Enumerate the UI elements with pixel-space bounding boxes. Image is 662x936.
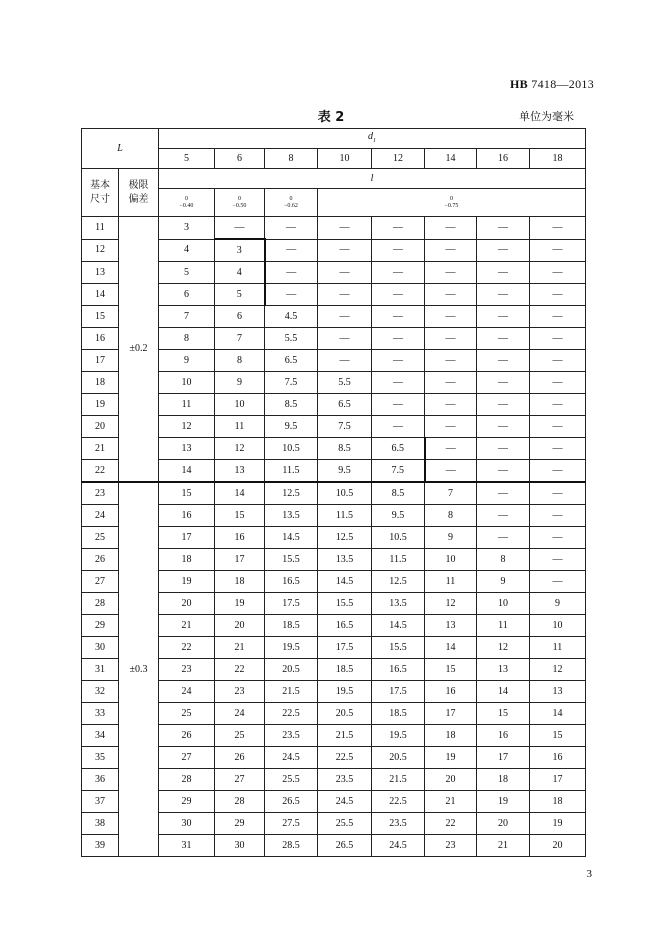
l-value-cell: — <box>530 306 586 328</box>
l-value-cell: 19.5 <box>372 725 425 747</box>
d-value-cell: 8 <box>265 149 318 169</box>
l-value-cell: 29 <box>159 791 215 813</box>
l-value-cell: 4.5 <box>265 306 318 328</box>
l-value-cell: 27.5 <box>265 813 318 835</box>
d-value-cell: 14 <box>425 149 477 169</box>
header-d: $d_1$ <box>159 129 586 149</box>
l-value-cell: 9.5 <box>265 416 318 438</box>
l-value-cell: 26.5 <box>265 791 318 813</box>
basic-size-cell: 34 <box>82 725 119 747</box>
l-value-cell: 13.5 <box>265 505 318 527</box>
l-value-cell: — <box>372 328 425 350</box>
l-value-cell: — <box>372 372 425 394</box>
l-value-cell: 10.5 <box>318 482 372 505</box>
l-value-cell: 28.5 <box>265 835 318 857</box>
l-value-cell: 22 <box>159 637 215 659</box>
l-value-cell: 18 <box>477 769 530 791</box>
header-L: L <box>82 129 159 169</box>
l-value-cell: — <box>318 262 372 284</box>
l-value-cell: 12.5 <box>265 482 318 505</box>
l-value-cell: 11 <box>159 394 215 416</box>
l-value-cell: 19 <box>425 747 477 769</box>
basic-size-cell: 24 <box>82 505 119 527</box>
l-value-cell: — <box>265 284 318 306</box>
l-value-cell: 21 <box>425 791 477 813</box>
l-value-cell: — <box>425 328 477 350</box>
basic-size-cell: 16 <box>82 328 119 350</box>
l-value-cell: 10 <box>215 394 265 416</box>
l-value-cell: — <box>477 328 530 350</box>
l-value-cell: 15.5 <box>372 637 425 659</box>
l-value-cell: 15 <box>530 725 586 747</box>
l-value-cell: — <box>425 416 477 438</box>
basic-size-cell: 31 <box>82 659 119 681</box>
header-l: l <box>159 169 586 189</box>
basic-size-cell: 33 <box>82 703 119 725</box>
l-value-cell: 20.5 <box>318 703 372 725</box>
l-value-cell: 19.5 <box>265 637 318 659</box>
l-value-cell: 10 <box>477 593 530 615</box>
l-value-cell: — <box>477 284 530 306</box>
dimension-table <box>81 128 586 857</box>
l-value-cell: — <box>265 262 318 284</box>
l-value-cell: 20.5 <box>265 659 318 681</box>
basic-size-cell: 14 <box>82 284 119 306</box>
basic-size-cell: 37 <box>82 791 119 813</box>
l-value-cell: 14.5 <box>318 571 372 593</box>
limit-deviation-cell: ±0.3 <box>119 482 159 857</box>
l-value-cell: 11.5 <box>372 549 425 571</box>
l-value-cell: 13 <box>159 438 215 460</box>
l-value-cell: 17 <box>215 549 265 571</box>
l-value-cell: — <box>318 217 372 240</box>
l-value-cell: 5 <box>159 262 215 284</box>
l-value-cell: 7 <box>215 328 265 350</box>
l-value-cell: — <box>425 284 477 306</box>
l-value-cell: — <box>530 328 586 350</box>
l-value-cell: 8.5 <box>318 438 372 460</box>
l-value-cell: 7.5 <box>372 460 425 483</box>
l-value-cell: — <box>372 306 425 328</box>
l-value-cell: 14 <box>159 460 215 483</box>
basic-size-cell: 27 <box>82 571 119 593</box>
l-value-cell: — <box>372 416 425 438</box>
l-value-cell: 9.5 <box>372 505 425 527</box>
l-value-cell: — <box>425 239 477 262</box>
l-value-cell: 11 <box>530 637 586 659</box>
unit-note: 单位为毫米 <box>519 110 574 123</box>
l-value-cell: — <box>477 394 530 416</box>
l-value-cell: 6 <box>159 284 215 306</box>
l-value-cell: 20 <box>425 769 477 791</box>
l-value-cell: 23 <box>215 681 265 703</box>
l-value-cell: 8 <box>425 505 477 527</box>
l-value-cell: 14.5 <box>265 527 318 549</box>
l-value-cell: 12 <box>477 637 530 659</box>
l-value-cell: 18 <box>159 549 215 571</box>
l-value-cell: 15 <box>425 659 477 681</box>
l-value-cell: 13.5 <box>318 549 372 571</box>
l-value-cell: 16 <box>215 527 265 549</box>
l-value-cell: 12.5 <box>318 527 372 549</box>
l-value-cell: 14 <box>425 637 477 659</box>
limit-deviation-cell: ±0.2 <box>119 217 159 483</box>
tolerance-cell: 0 −0.75 <box>318 189 586 217</box>
basic-size-cell: 28 <box>82 593 119 615</box>
l-value-cell: 10 <box>530 615 586 637</box>
header-limit-deviation: 极限 偏差 <box>119 169 159 217</box>
tolerance-cell: 0 −0.62 <box>265 189 318 217</box>
l-value-cell: — <box>425 438 477 460</box>
l-value-cell: 8 <box>159 328 215 350</box>
d-value-cell: 10 <box>318 149 372 169</box>
basic-size-cell: 23 <box>82 482 119 505</box>
l-value-cell: 19.5 <box>318 681 372 703</box>
basic-size-cell: 35 <box>82 747 119 769</box>
l-value-cell: 25 <box>159 703 215 725</box>
basic-size-cell: 29 <box>82 615 119 637</box>
l-value-cell: — <box>477 372 530 394</box>
l-value-cell: 7.5 <box>265 372 318 394</box>
l-value-cell: — <box>477 217 530 240</box>
l-value-cell: 4 <box>215 262 265 284</box>
l-value-cell: — <box>318 306 372 328</box>
l-value-cell: 21.5 <box>318 725 372 747</box>
l-value-cell: 7.5 <box>318 416 372 438</box>
l-value-cell: — <box>530 571 586 593</box>
table-caption: 表 2 <box>317 110 345 125</box>
tolerance-cell: 0 −0.40 <box>159 189 215 217</box>
basic-size-cell: 20 <box>82 416 119 438</box>
l-value-cell: 3 <box>215 239 265 262</box>
l-value-cell: 18.5 <box>265 615 318 637</box>
l-value-cell: 11.5 <box>265 460 318 483</box>
l-value-cell: 30 <box>159 813 215 835</box>
l-value-cell: — <box>425 394 477 416</box>
l-value-cell: 8.5 <box>265 394 318 416</box>
page-number: 3 <box>586 868 592 880</box>
l-value-cell: — <box>530 284 586 306</box>
basic-size-cell: 38 <box>82 813 119 835</box>
l-value-cell: 22 <box>425 813 477 835</box>
l-value-cell: — <box>477 306 530 328</box>
l-value-cell: 16.5 <box>372 659 425 681</box>
l-value-cell: — <box>318 239 372 262</box>
l-value-cell: 10.5 <box>265 438 318 460</box>
l-value-cell: — <box>318 328 372 350</box>
l-value-cell: 20 <box>159 593 215 615</box>
d-value-cell: 6 <box>215 149 265 169</box>
l-value-cell: — <box>425 350 477 372</box>
l-value-cell: 8 <box>215 350 265 372</box>
l-value-cell: 19 <box>477 791 530 813</box>
l-value-cell: 13 <box>530 681 586 703</box>
l-value-cell: 11.5 <box>318 505 372 527</box>
l-value-cell: — <box>372 262 425 284</box>
l-value-cell: — <box>477 239 530 262</box>
l-value-cell: 11 <box>215 416 265 438</box>
l-value-cell: 8.5 <box>372 482 425 505</box>
l-value-cell: 22.5 <box>318 747 372 769</box>
basic-size-cell: 26 <box>82 549 119 571</box>
l-value-cell: — <box>477 438 530 460</box>
l-value-cell: 24 <box>215 703 265 725</box>
l-value-cell: — <box>477 505 530 527</box>
l-value-cell: 14.5 <box>372 615 425 637</box>
l-value-cell: 15.5 <box>318 593 372 615</box>
l-value-cell: 5.5 <box>318 372 372 394</box>
l-value-cell: 13 <box>215 460 265 483</box>
l-value-cell: 17 <box>159 527 215 549</box>
l-value-cell: 9.5 <box>318 460 372 483</box>
basic-size-cell: 12 <box>82 239 119 262</box>
l-value-cell: — <box>372 350 425 372</box>
l-value-cell: 26 <box>215 747 265 769</box>
l-value-cell: 12.5 <box>372 571 425 593</box>
l-value-cell: 28 <box>159 769 215 791</box>
basic-size-cell: 11 <box>82 217 119 240</box>
basic-size-cell: 22 <box>82 460 119 483</box>
l-value-cell: — <box>530 217 586 240</box>
l-value-cell: 19 <box>159 571 215 593</box>
l-value-cell: 20 <box>477 813 530 835</box>
l-value-cell: 9 <box>215 372 265 394</box>
l-value-cell: 18 <box>425 725 477 747</box>
l-value-cell: 5 <box>215 284 265 306</box>
l-value-cell: 16 <box>477 725 530 747</box>
l-value-cell: 6 <box>215 306 265 328</box>
l-value-cell: 18.5 <box>318 659 372 681</box>
l-value-cell: 9 <box>159 350 215 372</box>
l-value-cell: 3 <box>159 217 215 240</box>
l-value-cell: 24.5 <box>265 747 318 769</box>
l-value-cell: 21.5 <box>372 769 425 791</box>
l-value-cell: 22.5 <box>265 703 318 725</box>
basic-size-cell: 17 <box>82 350 119 372</box>
l-value-cell: 24 <box>159 681 215 703</box>
l-value-cell: 21.5 <box>265 681 318 703</box>
l-value-cell: 13.5 <box>372 593 425 615</box>
l-value-cell: 17.5 <box>372 681 425 703</box>
l-value-cell: 23.5 <box>265 725 318 747</box>
l-value-cell: 8 <box>477 549 530 571</box>
l-value-cell: — <box>425 217 477 240</box>
l-value-cell: 18.5 <box>372 703 425 725</box>
l-value-cell: 23 <box>159 659 215 681</box>
l-value-cell: 25.5 <box>265 769 318 791</box>
l-value-cell: 12 <box>159 416 215 438</box>
l-value-cell: 16.5 <box>318 615 372 637</box>
l-value-cell: — <box>530 350 586 372</box>
l-value-cell: 12 <box>425 593 477 615</box>
d-value-cell: 18 <box>530 149 586 169</box>
l-value-cell: 15 <box>215 505 265 527</box>
l-value-cell: 20 <box>215 615 265 637</box>
l-value-cell: — <box>530 505 586 527</box>
l-value-cell: — <box>477 416 530 438</box>
l-value-cell: 27 <box>215 769 265 791</box>
l-value-cell: 16 <box>425 681 477 703</box>
l-value-cell: — <box>425 306 477 328</box>
table-row <box>82 217 586 240</box>
l-value-cell: 15 <box>477 703 530 725</box>
basic-size-cell: 32 <box>82 681 119 703</box>
l-value-cell: 25.5 <box>318 813 372 835</box>
l-value-cell: — <box>530 372 586 394</box>
l-value-cell: 5.5 <box>265 328 318 350</box>
l-value-cell: — <box>530 239 586 262</box>
d-value-cell: 12 <box>372 149 425 169</box>
l-value-cell: 12 <box>530 659 586 681</box>
l-value-cell: 18 <box>215 571 265 593</box>
l-value-cell: 12 <box>215 438 265 460</box>
table-row <box>82 482 586 505</box>
l-value-cell: 4 <box>159 239 215 262</box>
l-value-cell: — <box>265 239 318 262</box>
l-value-cell: 29 <box>215 813 265 835</box>
l-value-cell: — <box>530 438 586 460</box>
l-value-cell: — <box>318 284 372 306</box>
l-value-cell: 19 <box>215 593 265 615</box>
l-value-cell: 9 <box>477 571 530 593</box>
l-value-cell: 21 <box>215 637 265 659</box>
header-basic-size: 基本 尺寸 <box>82 169 119 217</box>
l-value-cell: 14 <box>477 681 530 703</box>
l-value-cell: — <box>372 284 425 306</box>
l-value-cell: 16 <box>530 747 586 769</box>
l-value-cell: — <box>372 394 425 416</box>
d-value-cell: 5 <box>159 149 215 169</box>
basic-size-cell: 30 <box>82 637 119 659</box>
l-value-cell: — <box>318 350 372 372</box>
l-value-cell: — <box>477 262 530 284</box>
l-value-cell: 11 <box>425 571 477 593</box>
l-value-cell: 15 <box>159 482 215 505</box>
l-value-cell: 17.5 <box>318 637 372 659</box>
l-value-cell: 24.5 <box>318 791 372 813</box>
l-value-cell: — <box>372 239 425 262</box>
l-value-cell: — <box>265 217 318 240</box>
l-value-cell: 27 <box>159 747 215 769</box>
basic-size-cell: 13 <box>82 262 119 284</box>
l-value-cell: 16 <box>159 505 215 527</box>
l-value-cell: 9 <box>425 527 477 549</box>
l-value-cell: 13 <box>477 659 530 681</box>
l-value-cell: — <box>530 527 586 549</box>
l-value-cell: — <box>372 217 425 240</box>
l-value-cell: — <box>530 482 586 505</box>
basic-size-cell: 25 <box>82 527 119 549</box>
l-value-cell: — <box>530 394 586 416</box>
l-value-cell: 7 <box>425 482 477 505</box>
l-value-cell: 28 <box>215 791 265 813</box>
l-value-cell: 10.5 <box>372 527 425 549</box>
d-value-cell: 16 <box>477 149 530 169</box>
l-value-cell: 31 <box>159 835 215 857</box>
l-value-cell: 23.5 <box>318 769 372 791</box>
l-value-cell: 6.5 <box>265 350 318 372</box>
l-value-cell: — <box>425 262 477 284</box>
l-value-cell: 24.5 <box>372 835 425 857</box>
basic-size-cell: 19 <box>82 394 119 416</box>
basic-size-cell: 18 <box>82 372 119 394</box>
l-value-cell: 22 <box>215 659 265 681</box>
l-value-cell: — <box>530 549 586 571</box>
l-value-cell: 14 <box>530 703 586 725</box>
l-value-cell: 21 <box>159 615 215 637</box>
l-value-cell: 26.5 <box>318 835 372 857</box>
l-value-cell: 13 <box>425 615 477 637</box>
l-value-cell: — <box>477 460 530 483</box>
l-value-cell: 17 <box>477 747 530 769</box>
l-value-cell: — <box>425 460 477 483</box>
l-value-cell: 10 <box>425 549 477 571</box>
l-value-cell: 6.5 <box>372 438 425 460</box>
l-value-cell: 22.5 <box>372 791 425 813</box>
l-value-cell: — <box>477 482 530 505</box>
l-value-cell: — <box>477 527 530 549</box>
l-value-cell: — <box>215 217 265 240</box>
l-value-cell: 20.5 <box>372 747 425 769</box>
l-value-cell: 20 <box>530 835 586 857</box>
l-value-cell: 6.5 <box>318 394 372 416</box>
l-value-cell: 15.5 <box>265 549 318 571</box>
basic-size-cell: 39 <box>82 835 119 857</box>
l-value-cell: 7 <box>159 306 215 328</box>
l-value-cell: 23.5 <box>372 813 425 835</box>
basic-size-cell: 36 <box>82 769 119 791</box>
l-value-cell: 11 <box>477 615 530 637</box>
l-value-cell: 21 <box>477 835 530 857</box>
l-value-cell: — <box>477 350 530 372</box>
l-value-cell: 16.5 <box>265 571 318 593</box>
l-value-cell: 17 <box>530 769 586 791</box>
l-value-cell: 30 <box>215 835 265 857</box>
l-value-cell: 10 <box>159 372 215 394</box>
l-value-cell: — <box>530 262 586 284</box>
basic-size-cell: 21 <box>82 438 119 460</box>
l-value-cell: — <box>530 460 586 483</box>
tolerance-cell: 0 −0.50 <box>215 189 265 217</box>
l-value-cell: 23 <box>425 835 477 857</box>
l-value-cell: 17.5 <box>265 593 318 615</box>
l-value-cell: 26 <box>159 725 215 747</box>
l-value-cell: 19 <box>530 813 586 835</box>
l-value-cell: — <box>425 372 477 394</box>
l-value-cell: 25 <box>215 725 265 747</box>
l-value-cell: 17 <box>425 703 477 725</box>
standard-number: HB 7418—2013 <box>510 77 594 91</box>
l-value-cell: 18 <box>530 791 586 813</box>
basic-size-cell: 15 <box>82 306 119 328</box>
l-value-cell: 9 <box>530 593 586 615</box>
l-value-cell: — <box>530 416 586 438</box>
l-value-cell: 14 <box>215 482 265 505</box>
